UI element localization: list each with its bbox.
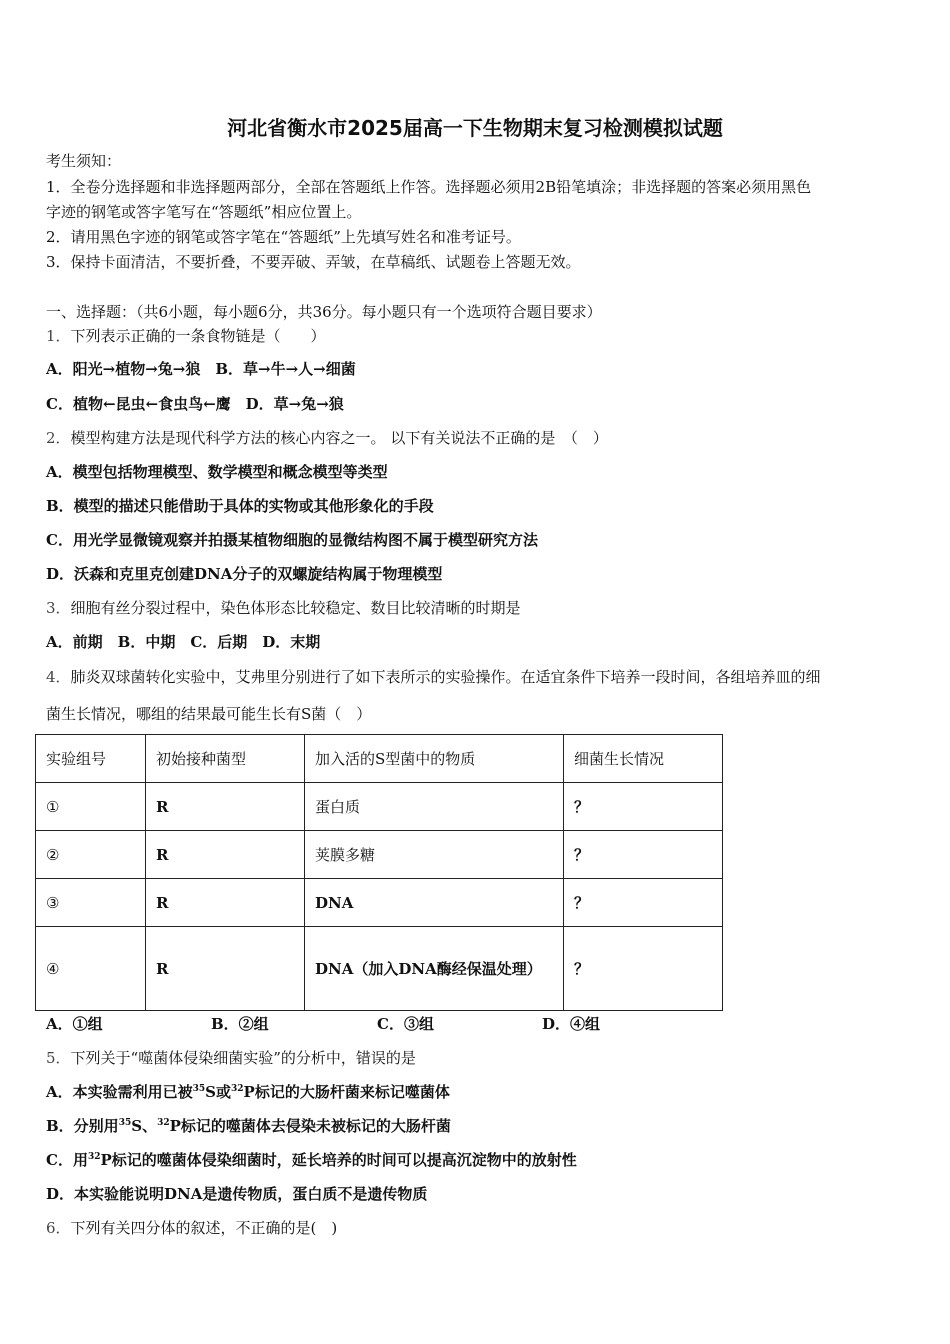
- question-stem: 下列有关四分体的叙述，不正确的是( ): [70, 1219, 338, 1237]
- question-4: [46, 667, 821, 687]
- q3-options: A．前期 B．中期 C．后期 D．末期: [46, 633, 321, 651]
- q2-option-a: A．模型包括物理模型、数学模型和概念模型等类型: [46, 463, 388, 481]
- notice-item-2: 2．请用黑色字迹的钢笔或答字笔在“答题纸”上先填写姓名和准考证号。: [46, 228, 521, 246]
- question-number: 3．: [46, 599, 71, 617]
- question-1: [46, 326, 326, 346]
- question-4-cont: 菌生长情况，哪组的结果最可能生长有S菌（ ）: [46, 705, 372, 723]
- table-cell: ②: [36, 831, 146, 879]
- q4-option-d: D．④组: [542, 1015, 601, 1033]
- q5-option-c: [46, 1150, 577, 1170]
- table-row: [36, 927, 723, 1011]
- table-cell: ④: [36, 927, 146, 1011]
- text-run: P标记的大肠杆菌来标记噬菌体: [243, 1083, 450, 1101]
- q5-option-d: D．本实验能说明DNA是遗传物质，蛋白质不是遗传物质: [46, 1185, 428, 1203]
- q2-option-c: C．用光学显微镜观察并拍摄某植物细胞的显微结构图不属于模型研究方法: [46, 531, 538, 549]
- question-3: [46, 598, 521, 618]
- experiment-table: [35, 734, 723, 1011]
- question-number: 6．: [46, 1219, 71, 1237]
- text-run: S或: [205, 1083, 232, 1101]
- question-number: 1．: [46, 327, 71, 345]
- question-stem: 细胞有丝分裂过程中，染色体形态比较稳定、数目比较清晰的时期是: [70, 599, 521, 617]
- table-header: 初始接种菌型: [146, 735, 305, 783]
- text-run: A．本实验需利用已被: [46, 1083, 193, 1101]
- page-title: 河北省衡水市2025届高一下生物期末复习检测模拟试题: [227, 116, 723, 140]
- table-cell: R: [146, 879, 305, 927]
- table-cell: ①: [36, 783, 146, 831]
- table-header: 实验组号: [36, 735, 146, 783]
- table-cell: ？: [564, 879, 723, 927]
- q4-option-a: A．①组: [46, 1015, 103, 1033]
- question-stem: 下列表示正确的一条食物链是（ ）: [70, 327, 326, 345]
- notice-item-1b: 字迹的钢笔或答字笔写在“答题纸”相应位置上。: [46, 203, 362, 221]
- question-2: [46, 428, 608, 448]
- q5-option-a: [46, 1082, 450, 1102]
- notice-item-3: 3．保持卡面清洁，不要折叠，不要弄破、弄皱，在草稿纸、试题卷上答题无效。: [46, 253, 581, 271]
- text-run: B．分别用: [46, 1117, 119, 1135]
- q1-options-ab: A．阳光→植物→兔→狼 B．草→牛→人→细菌: [46, 360, 356, 378]
- superscript: 32: [231, 1084, 244, 1094]
- question-stem: 模型构建方法是现代科学方法的核心内容之一。 以下有关说法不正确的是 （ ）: [70, 429, 608, 447]
- text-run: C．用: [46, 1151, 88, 1169]
- table-cell: R: [146, 927, 305, 1011]
- table-cell: R: [146, 831, 305, 879]
- table-cell: DNA: [305, 879, 564, 927]
- question-stem: 下列关于“噬菌体侵染细菌实验”的分析中，错误的是: [70, 1049, 416, 1067]
- text-run: P标记的噬菌体侵染细菌时，延长培养的时间可以提高沉淀物中的放射性: [100, 1151, 577, 1169]
- table-header-row: [36, 735, 723, 783]
- table-header: 加入活的S型菌中的物质: [305, 735, 564, 783]
- superscript: 35: [192, 1084, 206, 1094]
- question-stem: 肺炎双球菌转化实验中，艾弗里分别进行了如下表所示的实验操作。在适宜条件下培养一段时间，各组培养皿的细: [70, 668, 821, 686]
- q4-option-c: C．③组: [377, 1015, 434, 1033]
- question-number: 2．: [46, 429, 71, 447]
- table-header: 细菌生长情况: [564, 735, 723, 783]
- text-run: S、: [131, 1117, 158, 1135]
- table-cell: ？: [564, 831, 723, 879]
- notice-heading: 考生须知：: [46, 152, 122, 170]
- q2-option-d: D．沃森和克里克创建DNA分子的双螺旋结构属于物理模型: [46, 565, 443, 583]
- question-6: [46, 1218, 337, 1238]
- table-cell: ？: [564, 783, 723, 831]
- superscript: 32: [87, 1152, 101, 1162]
- question-number: 5．: [46, 1049, 71, 1067]
- text-run: P标记的噬菌体去侵染未被标记的大肠杆菌: [169, 1117, 451, 1135]
- question-5: [46, 1048, 416, 1068]
- notice-item-1a: 1．全卷分选择题和非选择题两部分，全部在答题纸上作答。选择题必须用2B铅笔填涂；非选择题的答案必须用黑色: [46, 178, 812, 196]
- superscript: 35: [118, 1118, 132, 1128]
- table-cell: ③: [36, 879, 146, 927]
- question-number: 4．: [46, 668, 71, 686]
- q5-option-b: [46, 1116, 451, 1136]
- table-cell: 荚膜多糖: [305, 831, 564, 879]
- table-cell: 蛋白质: [305, 783, 564, 831]
- q2-option-b: B．模型的描述只能借助于具体的实物或其他形象化的手段: [46, 497, 434, 515]
- q4-option-b: B．②组: [211, 1015, 269, 1033]
- table-row: [36, 831, 723, 879]
- section-heading: 一、选择题：（共6小题，每小题6分，共36分。每小题只有一个选项符合题目要求）: [46, 303, 602, 321]
- superscript: 32: [157, 1118, 170, 1128]
- table-cell: DNA（加入DNA酶经保温处理）: [305, 927, 564, 1011]
- table-cell: ？: [564, 927, 723, 1011]
- table-row: [36, 783, 723, 831]
- table-cell: R: [146, 783, 305, 831]
- q1-options-cd: C．植物←昆虫←食虫鸟←鹰 D．草→兔→狼: [46, 395, 344, 413]
- table-row: [36, 879, 723, 927]
